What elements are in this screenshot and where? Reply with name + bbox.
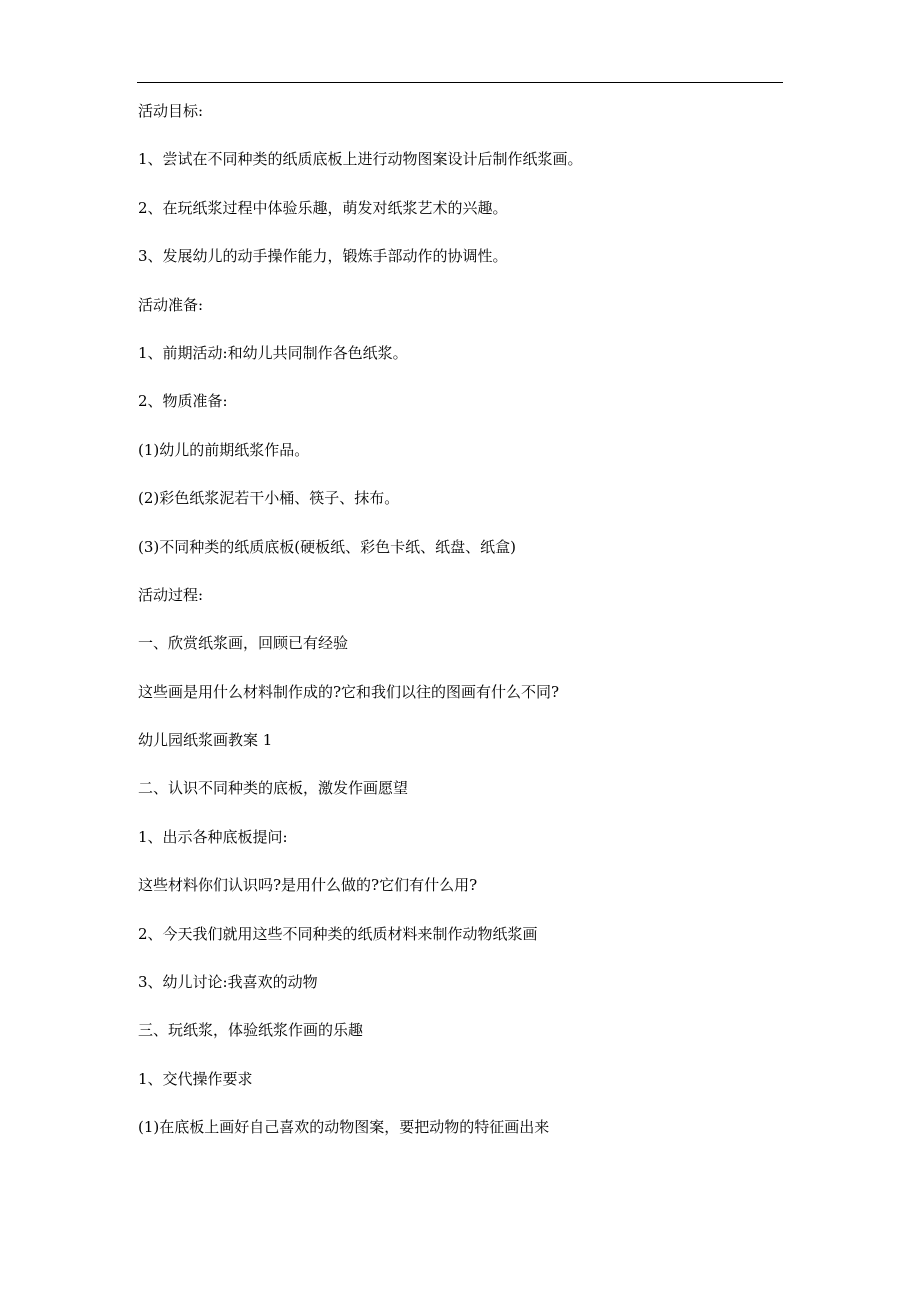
paragraph: 2、物质准备: (138, 392, 228, 411)
paragraph: 2、今天我们就用这些不同种类的纸质材料来制作动物纸浆画 (138, 924, 538, 943)
document-title: 幼儿园纸浆画教案 1 (138, 731, 273, 750)
paragraph: 1、前期活动:和幼儿共同制作各色纸浆。 (138, 343, 408, 362)
paragraph: 2、在玩纸浆过程中体验乐趣，萌发对纸浆艺术的兴趣。 (138, 198, 508, 217)
paragraph: 1、交代操作要求 (138, 1069, 253, 1088)
paragraph: 一、欣赏纸浆画，回顾已有经验 (138, 634, 349, 653)
paragraph: 3、幼儿讨论:我喜欢的动物 (138, 973, 318, 992)
paragraph: (3)不同种类的纸质底板(硬板纸、彩色卡纸、纸盘、纸盒) (138, 537, 516, 556)
paragraph: 二、认识不同种类的底板，激发作画愿望 (138, 779, 409, 798)
document-body (138, 100, 778, 1165)
paragraph: 三、玩纸浆，体验纸浆作画的乐趣 (138, 1021, 364, 1040)
paragraph: 1、尝试在不同种类的纸质底板上进行动物图案设计后制作纸浆画。 (138, 150, 583, 169)
paragraph: 3、发展幼儿的动手操作能力，锻炼手部动作的协调性。 (138, 247, 508, 266)
paragraph: (2)彩色纸浆泥若干小桶、筷子、抹布。 (138, 489, 400, 508)
header-rule (137, 82, 783, 83)
section-heading-objectives: 活动目标: (138, 102, 204, 120)
paragraph: 这些材料你们认识吗?是用什么做的?它们有什么用? (138, 876, 478, 895)
paragraph: (1)在底板上画好自己喜欢的动物图案，要把动物的特征画出来 (138, 1118, 550, 1137)
paragraph: 这些画是用什么材料制作成的?它和我们以往的图画有什么不同? (138, 682, 560, 701)
paragraph: (1)幼儿的前期纸浆作品。 (138, 440, 310, 459)
section-heading-process: 活动过程: (138, 585, 204, 604)
paragraph: 1、出示各种底板提问: (138, 827, 288, 846)
section-heading-preparation: 活动准备: (138, 295, 204, 314)
